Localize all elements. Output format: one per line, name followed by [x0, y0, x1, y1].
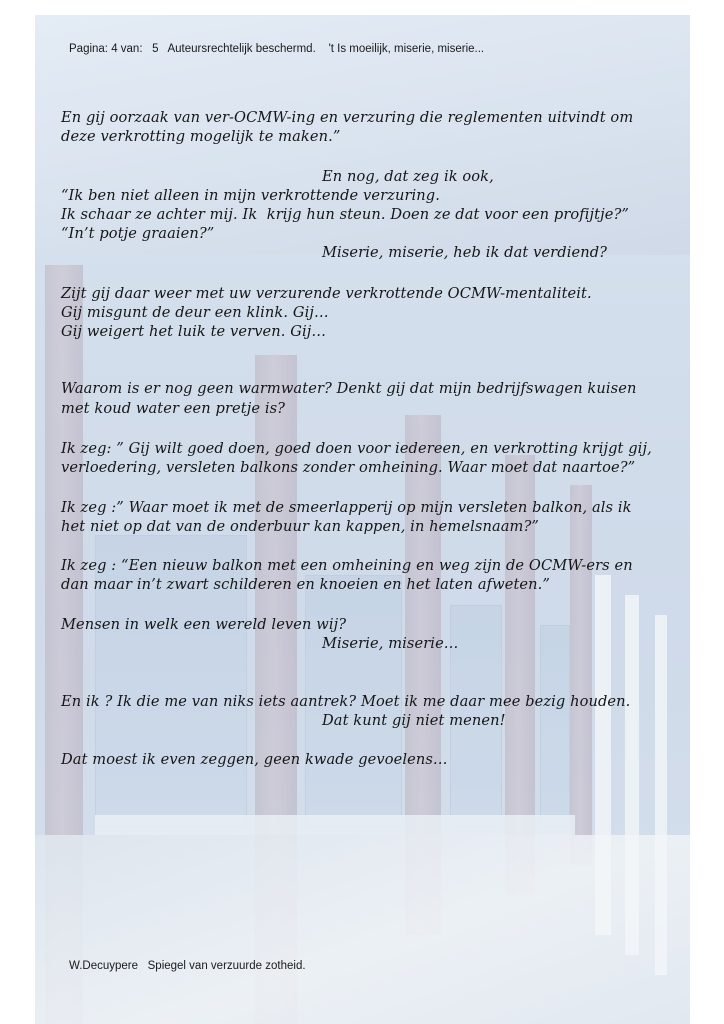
text-line: Gij weigert het luik te verven. Gij… [61, 323, 327, 340]
background-window [540, 625, 570, 827]
background-pillar [570, 485, 592, 865]
background-rail [655, 615, 667, 975]
text-line: verloedering, versleten balkons zonder omheining. Waar moet dat naartoe?” [61, 459, 636, 476]
author-name: W.Decuypere [69, 960, 139, 972]
text-line: dan maar in’t zwart schilderen en knoeien en het laten afweten.” [61, 576, 550, 593]
background-sill [95, 815, 575, 835]
background-rail [595, 575, 611, 935]
page-footer [69, 960, 306, 972]
text-line: En nog, dat zeg ik ook, [322, 168, 494, 185]
background-rail [625, 595, 639, 955]
text-line: Ik zeg : “Een nieuw balkon met een omheining en weg zijn de OCMW-ers en [61, 557, 633, 574]
text-line: Ik zeg :” Waar moet ik met de smeerlapperij op mijn versleten balkon, als ik [61, 499, 632, 516]
document-page [35, 15, 690, 1024]
page-header [69, 43, 484, 55]
text-line: En ik ? Ik die me van niks iets aantrek? Moet ik me daar mee bezig houden. [61, 693, 631, 710]
page-total: 5 [152, 43, 159, 55]
text-line: het niet op dat van de onderbuur kan kappen, in hemelsnaam?” [61, 518, 539, 535]
background-floor [35, 835, 690, 1024]
page-label: Pagina: 4 van: [69, 43, 143, 55]
text-line: Ik schaar ze achter mij. Ik krijg hun steun. Doen ze dat voor een profijtje?” [61, 206, 629, 223]
text-line: Dat kunt gij niet menen! [322, 712, 506, 729]
text-line: deze verkrotting mogelijk te maken.” [61, 128, 341, 145]
text-line: Miserie, miserie, heb ik dat verdiend? [322, 244, 608, 261]
text-line: Zijt gij daar weer met uw verzurende verkrottende OCMW-mentaliteit. [61, 285, 592, 302]
document-title: 't Is moeilijk, miserie, miserie... [328, 43, 485, 55]
text-line: Ik zeg: ” Gij wilt goed doen, goed doen voor iedereen, en verkrotting krijgt gij, [61, 440, 652, 457]
text-line: En gij oorzaak van ver-OCMW-ing en verzuring die reglementen uitvindt om [61, 109, 634, 126]
copyright-notice: Auteursrechtelijk beschermd. [167, 43, 316, 55]
text-line: Gij misgunt de deur een klink. Gij… [61, 304, 329, 321]
text-line: met koud water een pretje is? [61, 400, 286, 417]
text-line: “In’t potje graaien?” [61, 225, 215, 242]
text-line: “Ik ben niet alleen in mijn verkrottende verzuring. [61, 187, 440, 204]
work-title: Spiegel van verzuurde zotheid. [147, 960, 306, 972]
text-line: Miserie, miserie… [322, 635, 459, 652]
text-line: Waarom is er nog geen warmwater? Denkt gij dat mijn bedrijfswagen kuisen [61, 380, 637, 397]
text-line: Mensen in welk een wereld leven wij? [61, 616, 347, 633]
text-line: Dat moest ik even zeggen, geen kwade gevoelens… [61, 751, 448, 768]
